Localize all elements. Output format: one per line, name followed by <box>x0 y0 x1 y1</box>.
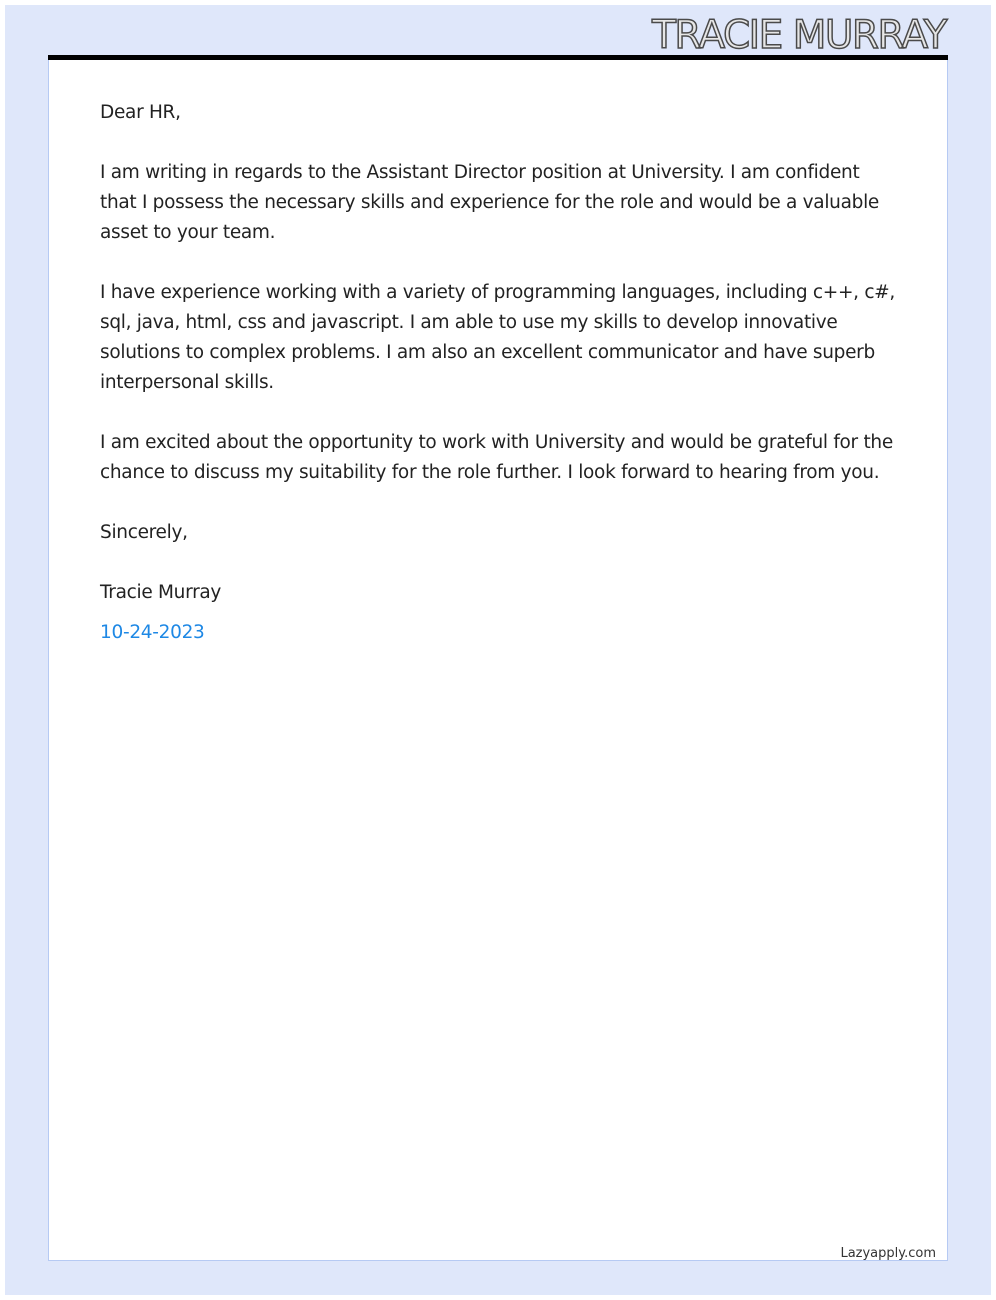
closing: Sincerely, <box>100 522 188 543</box>
paragraph-skills: I have experience working with a variety of programming languages, including c++, c#, sql, java, html, css and javascript. I am able to use my skills to develop innovative solutions to complex problems. I am also an excellent communicator and have superb interpersonal skills. <box>100 282 895 393</box>
applicant-name-heading: TRACIE MURRAY <box>652 13 946 58</box>
letter-date: 10-24-2023 <box>100 622 205 643</box>
letter-body <box>100 98 900 678</box>
paragraph-closing: I am excited about the opportunity to work with University and would be grateful for the chance to discuss my suitability for the role further. I look forward to hearing from you. <box>100 432 893 483</box>
footer-brand: Lazyapply.com <box>840 1246 936 1261</box>
paragraph-intro: I am writing in regards to the Assistant Director position at University. I am confident that I possess the necessary skills and experience for the role and would be a valuable asset to your team. <box>100 162 879 243</box>
signature: Tracie Murray <box>100 582 222 603</box>
salutation: Dear HR, <box>100 102 181 123</box>
